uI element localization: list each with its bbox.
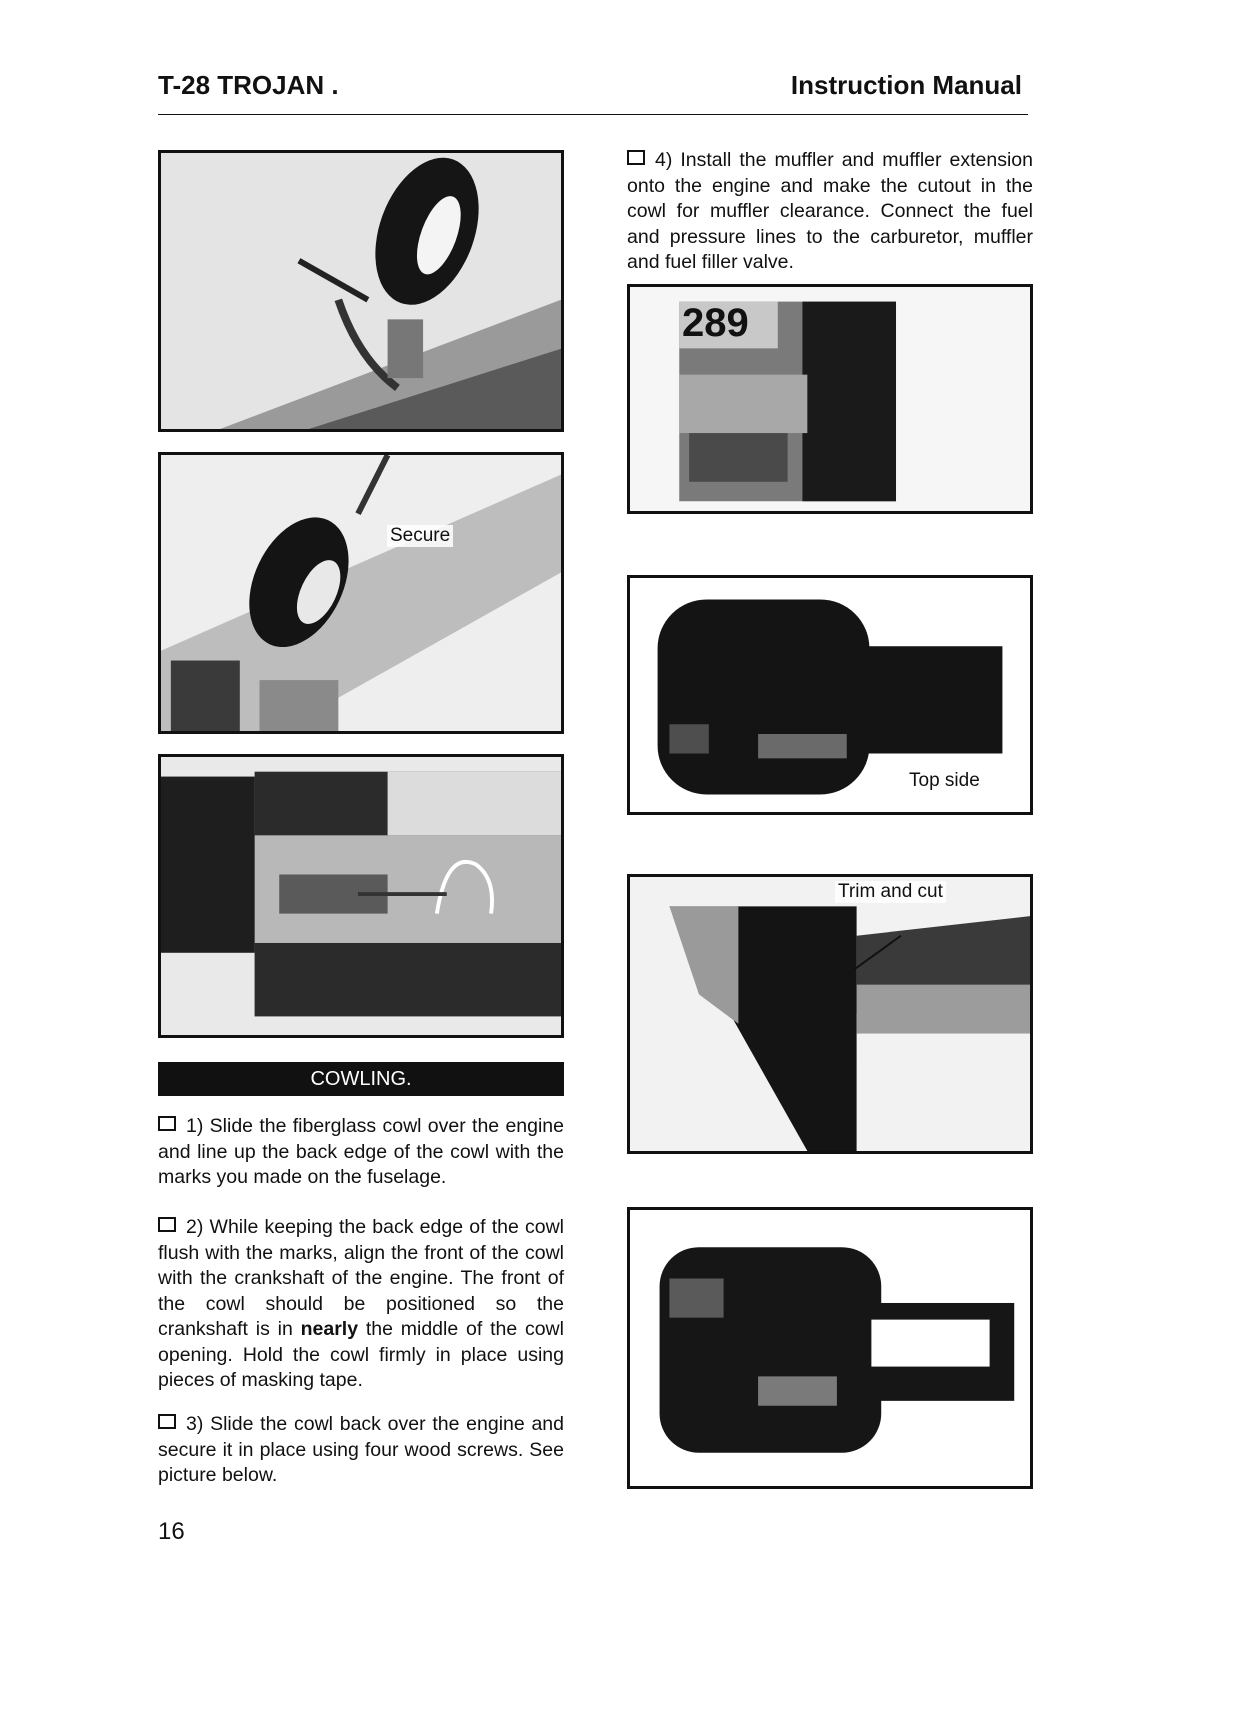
engine-mount-illustration <box>161 757 561 1035</box>
photo-label-secure: Secure <box>387 525 453 547</box>
step-3-number: 3) <box>186 1413 204 1435</box>
step-2-checkbox[interactable] <box>158 1217 176 1232</box>
step-1 <box>158 1114 564 1191</box>
step-3 <box>158 1412 564 1489</box>
photo-cowl-top-side <box>627 575 1033 815</box>
photo-cowl-front-289 <box>627 284 1033 514</box>
step-1-checkbox[interactable] <box>158 1116 176 1131</box>
photo-label-top-side: Top side <box>906 770 983 792</box>
photo-wheel-secure <box>158 452 564 734</box>
photo-cowl-cutout <box>627 1207 1033 1489</box>
photo-trim-and-cut <box>627 874 1033 1154</box>
photo-engine-mount <box>158 754 564 1038</box>
header-divider <box>158 114 1028 115</box>
step-2-bold-word: nearly <box>300 1318 359 1340</box>
step-3-text: Slide the cowl back over the engine and secure it in place using four wood screws. See picture below. <box>158 1413 564 1486</box>
step-4-text: Install the muffler and muffler extension onto the engine and make the cutout in the cowl for muffler clearance. Connect the fuel and pressure lines to the carburetor, muffler and fuel filler valve. <box>627 149 1034 273</box>
step-1-number: 1) <box>186 1115 204 1137</box>
step-2-text-end: the middle of the cowl opening. Hold the cowl firmly in place using pieces of masking tape. <box>158 1318 564 1391</box>
cowl-cutout-illustration <box>630 1210 1030 1486</box>
step-2-number: 2) <box>186 1216 204 1238</box>
page-number: 16 <box>158 1518 185 1545</box>
section-banner-cowling: COWLING. <box>158 1062 564 1096</box>
photo-landing-gear-wheel <box>158 150 564 432</box>
step-4-number: 4) <box>655 149 673 171</box>
step-4-checkbox[interactable] <box>627 150 645 165</box>
step-2 <box>158 1215 564 1394</box>
step-3-checkbox[interactable] <box>158 1414 176 1429</box>
step-4 <box>627 148 1033 276</box>
step-1-text: Slide the fiberglass cowl over the engine and line up the back edge of the cowl with the marks you made on the fuselage. <box>158 1115 564 1188</box>
header-manual-label: Instruction Manual <box>790 70 1022 100</box>
step-2-text: While keeping the back edge of the cowl flush with the marks, align the front of the cowl with the crankshaft of the engine. The front of the cowl should be positioned so the crankshaft is in <box>158 1216 564 1340</box>
header-title: T-28 TROJAN . <box>158 70 339 100</box>
photo-label-trim-and-cut: Trim and cut <box>835 881 946 903</box>
landing-gear-illustration <box>161 153 561 429</box>
cowl-number-289: 289 <box>682 301 749 345</box>
trim-cut-illustration <box>630 877 1030 1151</box>
wheel-secure-illustration <box>161 455 561 731</box>
